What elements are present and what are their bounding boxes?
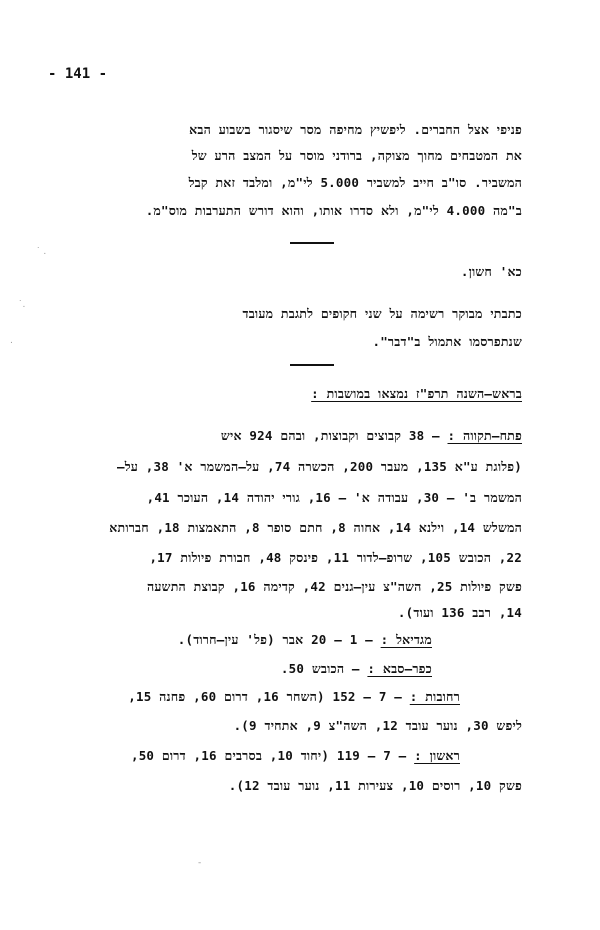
- separator-2: [290, 364, 334, 366]
- section-heading: בראש–השנה תרפ"ז נמצאו במושבות :: [311, 386, 522, 401]
- stats-line-12: [131, 748, 460, 764]
- location-rehovot: רחובות :: [409, 689, 460, 704]
- date-line: כא' חשון.: [460, 264, 522, 279]
- stats-line-13: פשק 10, רוסים 10, צעירות 11, נוער עובד 12).: [228, 778, 522, 793]
- stats-line-4: המשלש 14, וילנא 14, אחוה 8, חתם סופר 8, התאמצות 18, חברותא: [109, 520, 522, 535]
- para1-line3: המשביר. סו"ב חייב למשביר 5.000 לי"מ, ומלבד זאת קבל: [188, 175, 522, 190]
- stats-line-8: [178, 632, 432, 648]
- stats-line-12-rest: – 7 – 119 (יחוד 10, בסרבים 16, דרום 50,: [130, 748, 407, 763]
- separator-1: [290, 242, 334, 244]
- stats-line-1: [221, 428, 522, 444]
- stats-line-10: [128, 689, 460, 705]
- location-kfar-saba: כפר–סבא :: [367, 661, 432, 676]
- stats-line-7: 14, רבב 136 ועוד).: [397, 605, 522, 620]
- stats-line-9-rest: – הכובש 50.: [280, 661, 360, 676]
- scan-speck-4: -: [198, 858, 202, 868]
- para1-line2: את המטבחים מחוך מצוקה, ברודני מוסר על המצב הרע של: [191, 148, 522, 163]
- para1-line4: ב"מה 4.000 לי"מ, ולא סדרו אותו, והוא דורש התערבות מוס"מ.: [145, 203, 522, 218]
- scan-speck-1: ˙ .: [36, 247, 47, 257]
- stats-line-8-rest: – 1 – 20 אבר (פל' עין–חרוד).: [177, 632, 373, 647]
- stats-line-2: (פלוגת ע"א 135, מעבר 200, הכשרה 74, על–המשמר א' 38, על–: [117, 459, 522, 474]
- scan-speck-2: ˙.: [18, 300, 26, 310]
- location-petah-tikva: פתח–תקווה :: [447, 428, 522, 443]
- stats-line-5: 22, הכובש 105, שרופ–לדור 11, פינסק 48, חבורת פיולות 17,: [149, 550, 522, 565]
- page-number: - 141 -: [48, 66, 108, 82]
- para2-line1: כתבתי מבוקר רשימה על שני חקופים לתגבת מעובד: [242, 306, 522, 321]
- para2-line2: שנתפרסמו אתמול ב"דבר".: [372, 334, 522, 349]
- location-magdiel: מגדיאל :: [380, 632, 432, 647]
- stats-line-11: ליפש 30, נוער עובד 12, השה"צ 9, אתחיד 9).: [233, 718, 522, 733]
- location-rishon: ראשון :: [414, 748, 460, 763]
- stats-line-6: פשק פיולות 25, השה"צ עין–גנים 42, קדימה 16, קבוצת התשעה: [146, 579, 522, 594]
- stats-line-1-rest: – 38 קבוצים וקבוצות, ובהם 924 איש: [220, 428, 440, 443]
- stats-line-3: המשמר ב' – 30, עבודה א' – 16, גורי יהודה 14, העוכר 41,: [146, 490, 522, 505]
- stats-line-10-rest: – 7 – 152 (השחר 16, דרום 60, פחנה 15,: [128, 689, 403, 704]
- scan-speck-3: .: [10, 336, 13, 346]
- stats-line-9: [281, 661, 432, 677]
- para1-line1: פניפי אצל החברים. ליפשיץ מחיפה מסר שיסגור בשבוע הבא: [189, 122, 522, 137]
